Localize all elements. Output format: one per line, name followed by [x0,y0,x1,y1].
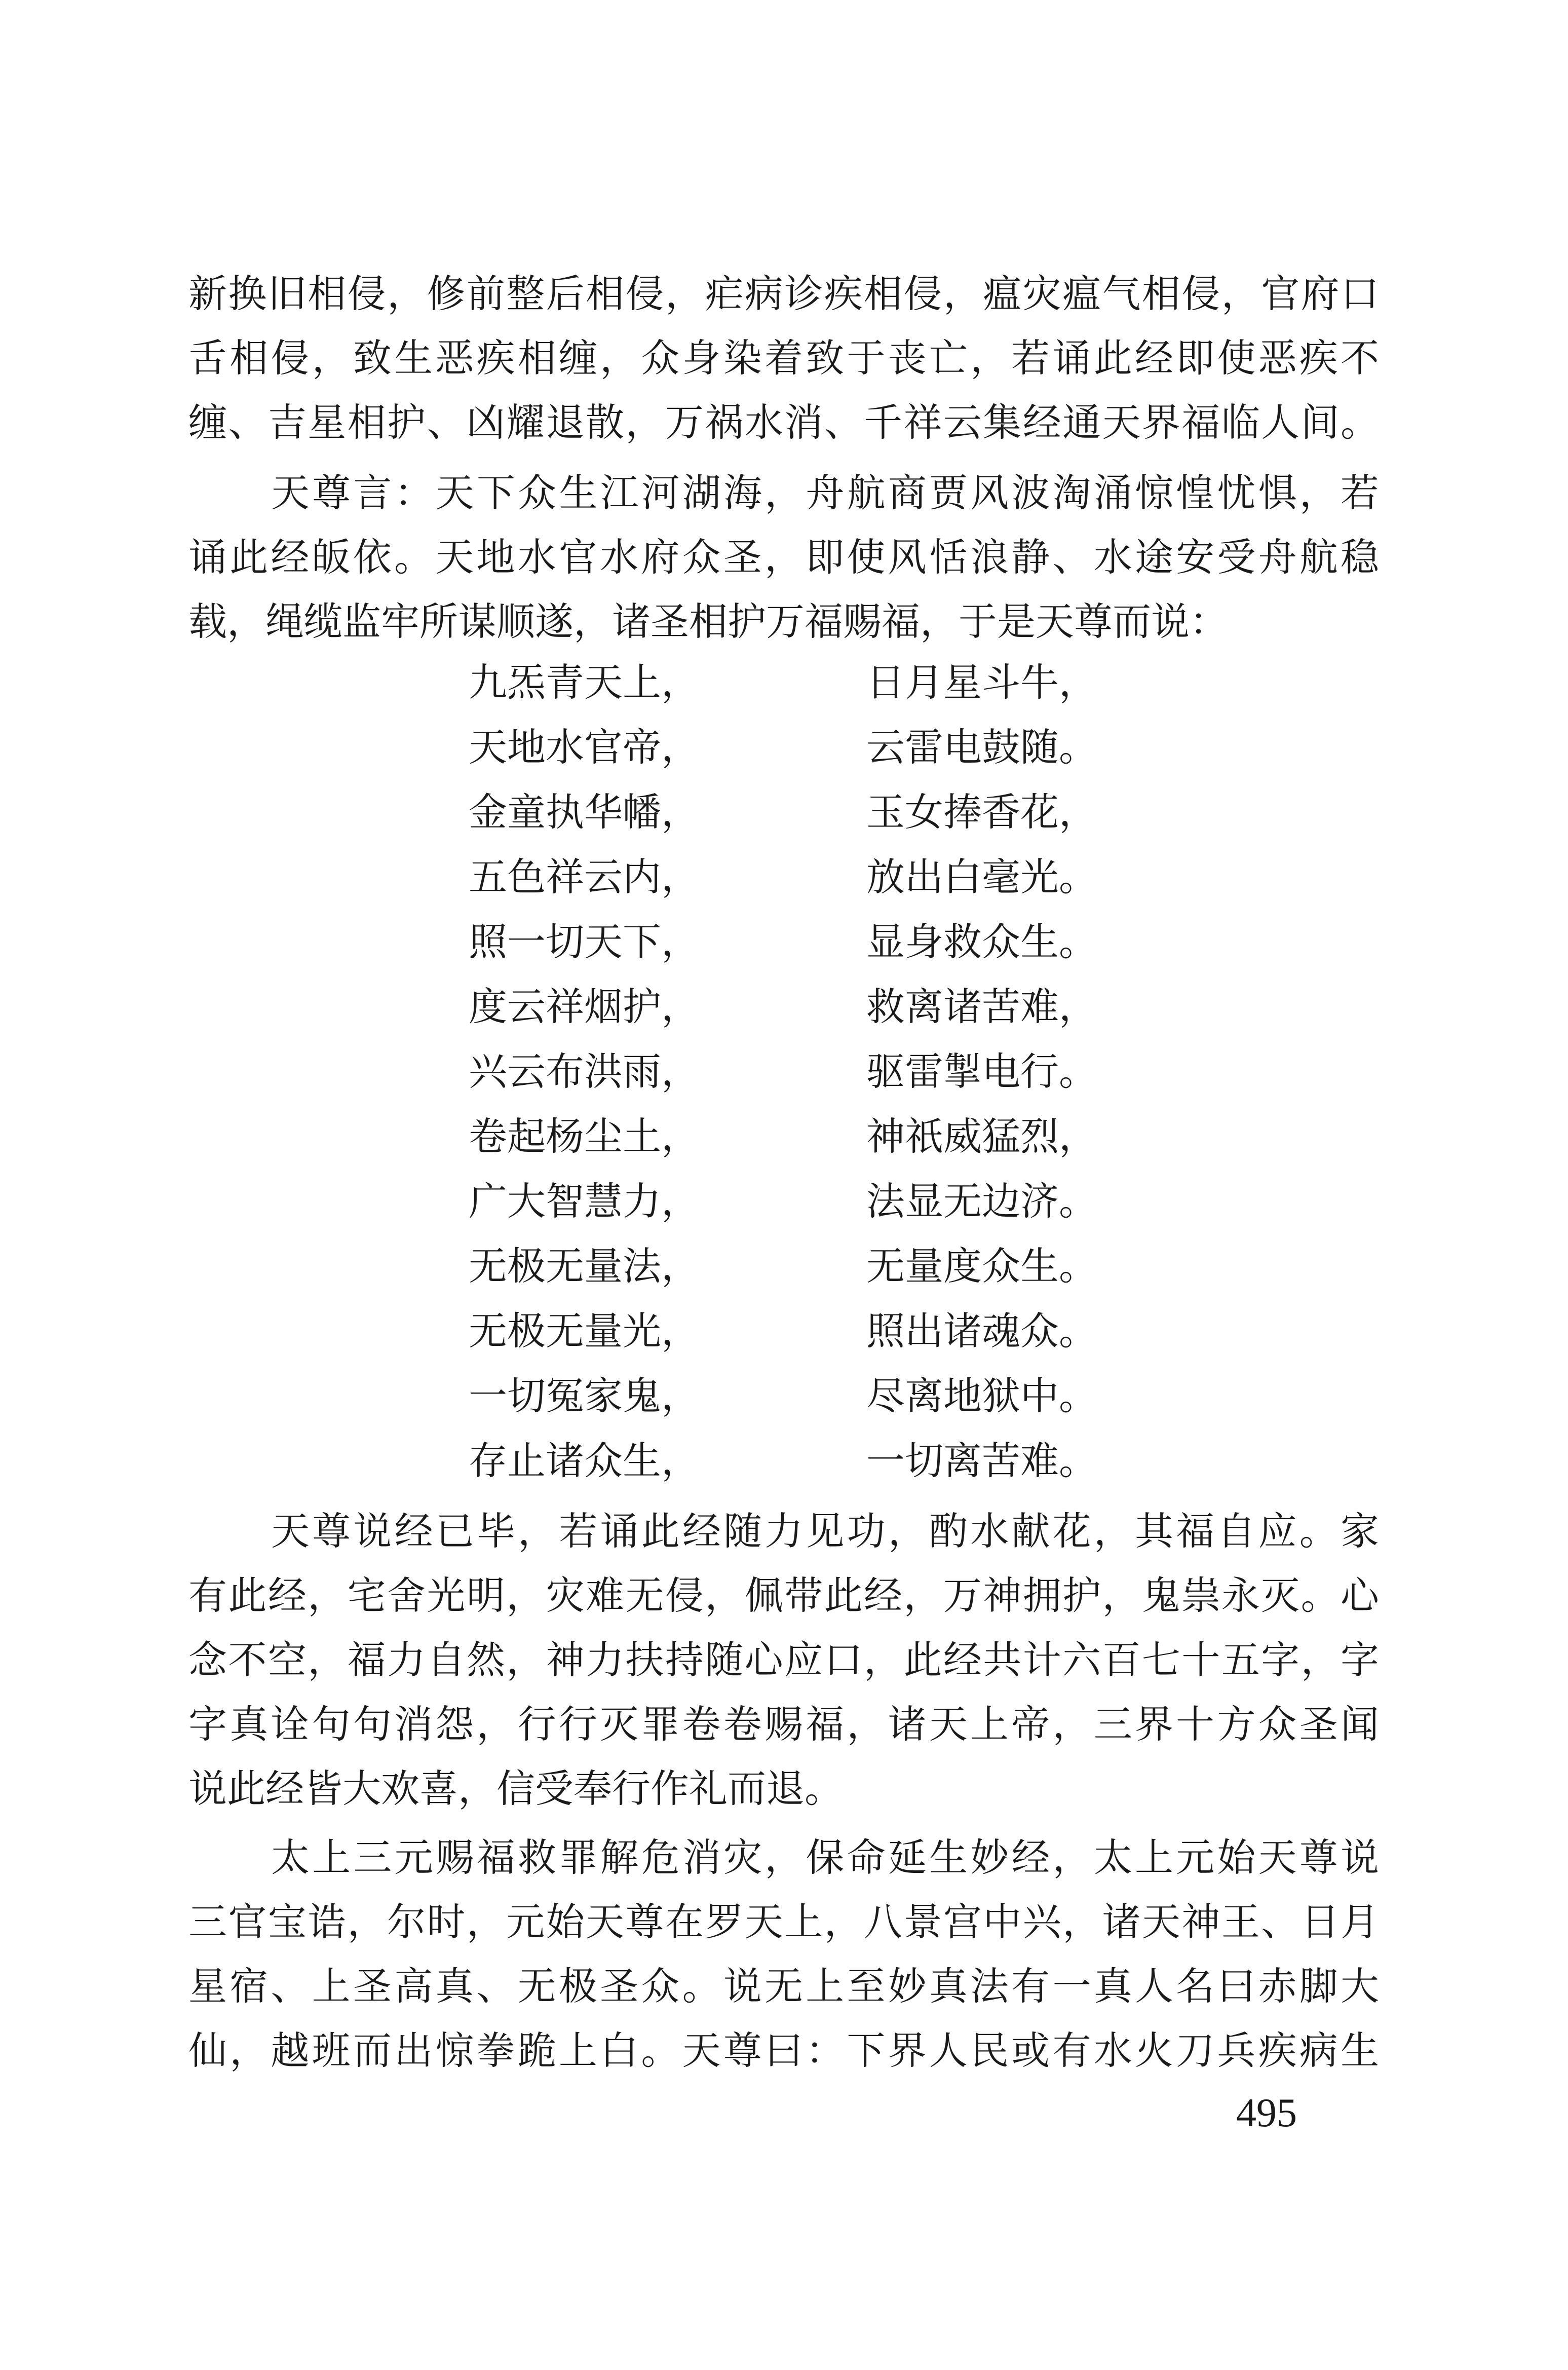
verse-first-half: 卷起杨尘土， [469,1114,700,1159]
text-line-content: 太上三元赐福救罪解危消灾，保命延生妙经，太上元始天尊说 [271,1835,1382,1880]
text-line-content: 有此经，宅舍光明，灾难无侵，佩带此经，万神拥护，鬼祟永灭。心 [188,1573,1381,1618]
text-line-content: 念不空，福力自然，神力扶持随心应口，此经共计六百七十五字，字 [188,1637,1381,1682]
verse-second-half: 一切离苦难。 [866,1438,1097,1483]
text-line-content: 天尊言：天下众生江河湖海，舟航商贾风波淘涌惊惶忧惧，若 [271,470,1382,515]
verse-first-half: 九炁青天上， [469,660,700,705]
verse-second-half: 法显无边济。 [866,1179,1097,1224]
verse-first-half: 无极无量法， [469,1244,700,1289]
verse-first-half: 五色祥云内， [469,854,700,899]
verse-first-half: 一切冤家鬼， [469,1373,700,1418]
verse-second-half: 云雷电鼓随。 [866,725,1097,770]
text-line-content: 字真诠句句消怨，行行灭罪卷卷赐福，诸天上帝，三界十方众圣闻 [188,1702,1382,1747]
text-line-content: 诵此经皈依。天地水官水府众圣，即使风恬浪静、水途安受舟航稳 [188,535,1382,580]
verse-first-half: 无极无量光， [469,1308,700,1353]
verse-first-half: 兴云布洪雨， [469,1049,700,1094]
page-number: 495 [1236,2091,1297,2135]
verse-second-half: 照出诸魂众。 [866,1308,1097,1353]
text-line-content: 仙，越班而出惊拳跪上白。天尊曰：下界人民或有水火刀兵疾病生 [188,2028,1382,2073]
verse-second-half: 神祇威猛烈， [866,1114,1097,1159]
text-line-content: 载，绳缆监牢所谋顺遂，诸圣相护万福赐福，于是天尊而说： [188,599,1228,644]
text-line-content: 星宿、上圣高真、无极圣众。说无上至妙真法有一真人名曰赤脚大 [188,1964,1382,2009]
verse-second-half: 玉女捧香花， [866,789,1097,835]
text-line-content: 缠、吉星相护、凶耀退散，万祸水消、千祥云集经通天界福临人间。 [188,400,1381,445]
verse-first-half: 天地水官帝， [469,725,700,770]
verse-first-half: 金童执华幡， [469,789,700,835]
verse-second-half: 显身救众生。 [866,919,1097,964]
text-line-content: 舌相侵，致生恶疾相缠，众身染着致于丧亡，若诵此经即使恶疾不 [188,335,1382,381]
verse-second-half: 无量度众生。 [866,1244,1097,1289]
verse-second-half: 放出白毫光。 [866,854,1097,899]
verse-second-half: 日月星斗牛， [866,660,1097,705]
verse-second-half: 尽离地狱中。 [866,1373,1097,1418]
text-line-content: 天尊说经已毕，若诵此经随力见功，酌水献花，其福自应。家 [271,1509,1382,1554]
verse-first-half: 度云祥烟护， [469,984,700,1029]
verse-first-half: 照一切天下， [469,919,700,964]
verse-first-half: 存止诸众生， [469,1438,700,1483]
text-line-content: 说此经皆大欢喜，信受奉行作礼而退。 [188,1766,843,1811]
text-line-content: 三官宝诰，尔时，元始天尊在罗天上，八景宫中兴，诸天神王、日月 [188,1899,1381,1944]
verse-first-half: 广大智慧力， [469,1179,700,1224]
verse-second-half: 救离诸苦难， [866,984,1097,1029]
verse-second-half: 驱雷掣电行。 [866,1049,1097,1094]
text-line-content: 新换旧相侵，修前整后相侵，疟病诊疾相侵，瘟灾瘟气相侵，官府口 [188,271,1381,316]
